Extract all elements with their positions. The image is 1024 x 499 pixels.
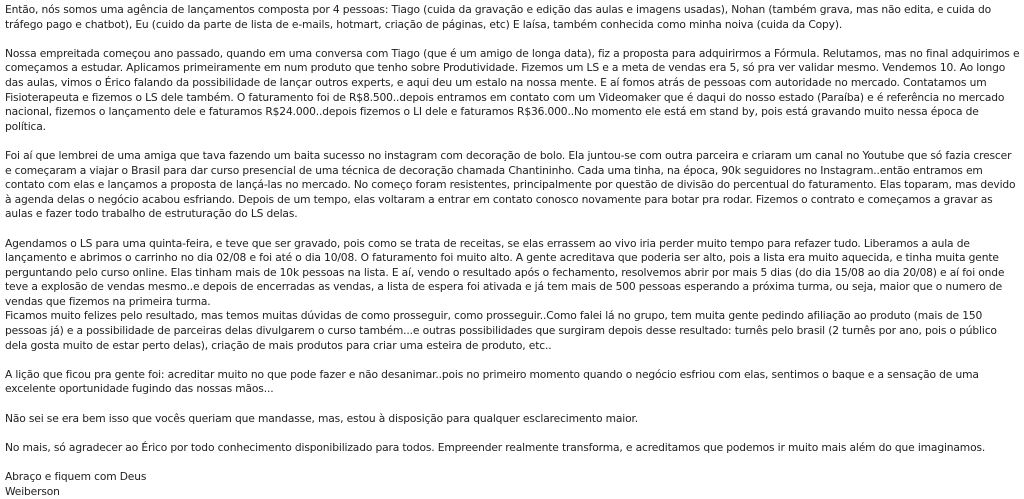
message-paragraph-history: Nossa empreitada começou ano passado, quando em uma conversa com Tiago (que é um amigo de longa data), fiz a proposta para adquirirmos a Fórmula. Relutamos, mas no final adquirimos e começamos a estudar. Aplicamos primeiramente em num produto que tenho sobre Produtividade. Fizemos um LS e a meta de vendas era 5, só pra ver validar mesmo. Vendemos 10. Ao longo das aulas, vimos o Érico falando da possibilidade de lançar outros experts, e aqui deu um estalo na nossa mente. E aí fomos atrás de pessoas com autoridade no mercado. Contatamos um Fisioterapeuta e fizemos o LS dele também. O faturamento foi de R$8.500..depois entramos em contato com um Videomaker que é daqui do nosso estado (Paraíba) e é referência no mercado nacional, fizemos o lançamento dele e faturamos R$24.000..depois fizemos o LI dele e faturamos R$36.000..No momento ele está em stand by, pois está gravando muito nessa época de política. <box>5 46 1020 133</box>
message-paragraph-lesson: A lição que ficou pra gente foi: acreditar muito no que pode fazer e não desanimar..pois no primeiro momento quando o negócio esfriou com elas, sentimos o baque e a sensação de uma excelente oportunidade fugindo das nossas mãos... <box>5 367 979 396</box>
message-paragraph-availability: Não sei se era bem isso que vocês queriam que mandasse, mas, estou à disposição para qualquer esclarecimento maior. <box>5 411 638 425</box>
message-signature: Weiberson <box>5 484 60 498</box>
message-paragraph-launch: Agendamos o LS para uma quinta-feira, e teve que ser gravado, pois como se trata de receitas, se elas errassem ao vivo iria perder muito tempo para refazer tudo. Liberamos a aula de lançamento e abrimos o carrinho no dia 02/08 e foi até o dia 10/08. O faturamento foi muito alto. A gente acreditava que poderia ser alto, pois a lista era muito aquecida, e tinha muita gente perguntando pelo curso online. Elas tinham mais de 10k pessoas na lista. E aí, vendo o resultado após o fechamento, resolvemos abrir por mais 5 dias (do dia 15/08 ao dia 20/08) e aí foi onde teve a explosão de vendas mesmo..e depois de encerradas as vendas, a lista de espera foi ativada e já tem mais de 500 pessoas esperando a próxima turma, ou seja, maior que o numero de vendas que fizemos na primeira turma. <box>5 236 1005 308</box>
message-paragraph-thanks: No mais, só agradecer ao Érico por todo conhecimento disponibilizado para todos. Empreender realmente transforma, e acreditamos que podemos ir muito mais além do que imaginamos. <box>5 440 986 454</box>
message-paragraph-cake-partners: Foi aí que lembrei de uma amiga que tava fazendo um baita sucesso no instagram com decoração de bolo. Ela juntou-se com outra parceira e criaram um canal no Youtube que só fazia crescer e começaram a viajar o Brasil para dar curso presencial de uma técnica de decoração chamada Chantininho. Cada uma tinha, na época, 90k seguidores no Instagram..então entramos em contato com elas e lançamos a proposta de lançá-las no mercado. No começo foram resistentes, principalmente por questão de divisão do percentual do faturamento. Elas toparam, mas devido à agenda delas o negócio acabou esfriando. Depois de um tempo, elas voltaram a entrar em contato conosco novamente para botar pra rodar. Fizemos o contrato e começamos a gravar as aulas e fazer todo trabalho de estruturação do LS delas. <box>5 148 1016 221</box>
message-paragraph-team: Então, nós somos uma agência de lançamentos composta por 4 pessoas: Tiago (cuida da gravação e edição das aulas e imagens usadas), Nohan (também grava, mas não edita, e cuida do tráfego pago e chatbot), Eu (cuido da parte de lista de e-mails, hotmart, criação de páginas, etc) E laísa, também conhecida como minha noiva (cuida da Copy). <box>5 3 991 31</box>
message-signoff: Abraço e fiquem com Deus <box>5 470 147 483</box>
message-paragraph-next-steps: Ficamos muito felizes pelo resultado, mas temos muitas dúvidas de como prosseguir, como prosseguir..Como falei lá no grupo, tem muita gente pedindo afiliação ao produto (mais de 150 pessoas já) e a possibilidade de parceiras delas divulgarem o curso também...e outras possibilidades que surgiram depois desse resultado: turnês pelo brasil (2 turnês por ano, pois o público dela gosta muito de estar perto delas), criação de mais produtos para criar uma esteira de produto, etc.. <box>5 309 997 352</box>
